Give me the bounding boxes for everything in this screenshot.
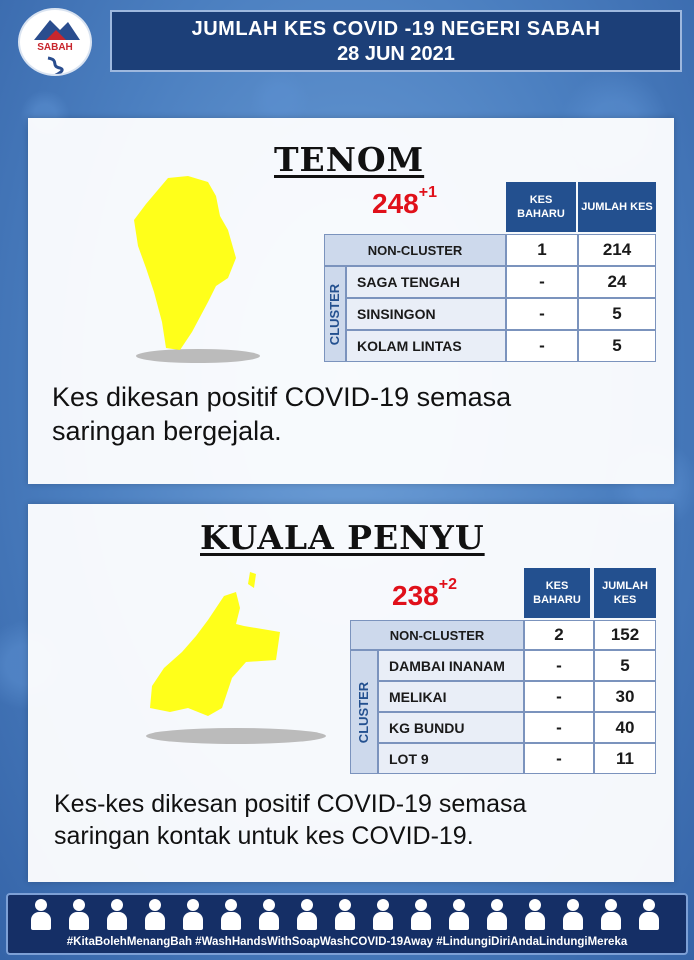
report-date: 28 JUN 2021 bbox=[337, 43, 455, 65]
col-header-new: KES BAHARU bbox=[524, 568, 590, 618]
cluster-name: LOT 9 bbox=[378, 743, 524, 774]
frontliner-icon bbox=[600, 899, 622, 933]
frontliner-icon bbox=[638, 899, 660, 933]
cluster-new: - bbox=[524, 650, 594, 681]
cluster-name: KG BUNDU bbox=[378, 712, 524, 743]
description-line: Kes dikesan positif COVID-19 semasa bbox=[52, 382, 512, 412]
frontliner-icon bbox=[220, 899, 242, 933]
frontliner-icon bbox=[486, 899, 508, 933]
district-title: KUALA PENYU bbox=[200, 518, 485, 557]
case-description bbox=[54, 788, 526, 852]
frontliner-icon bbox=[30, 899, 52, 933]
frontliner-icon bbox=[524, 899, 546, 933]
frontliner-icon bbox=[372, 899, 394, 933]
frontliner-icon bbox=[334, 899, 356, 933]
cluster-label-text: CLUSTER bbox=[356, 681, 372, 743]
total-increase: +2 bbox=[438, 576, 457, 593]
frontliner-icon bbox=[106, 899, 128, 933]
cluster-new: - bbox=[506, 266, 578, 298]
tenom-map bbox=[124, 172, 264, 372]
kuala-penyu-map bbox=[136, 568, 336, 748]
cluster-name: SINSINGON bbox=[346, 298, 506, 330]
cluster-total: 11 bbox=[594, 743, 656, 774]
district-panel-kuala-penyu bbox=[28, 504, 674, 882]
cluster-label bbox=[350, 650, 378, 774]
col-header-total: JUMLAH KES bbox=[578, 182, 656, 232]
cluster-total: 5 bbox=[578, 330, 656, 362]
total-value: 248 bbox=[372, 188, 419, 219]
page-header bbox=[110, 10, 682, 72]
district-total bbox=[372, 184, 437, 220]
cluster-total: 40 bbox=[594, 712, 656, 743]
sabah-logo bbox=[18, 8, 92, 76]
district-title: TENOM bbox=[274, 140, 425, 179]
non-cluster-label: NON-CLUSTER bbox=[324, 234, 506, 266]
cluster-label bbox=[324, 266, 346, 362]
cluster-new: - bbox=[506, 330, 578, 362]
total-increase: +1 bbox=[418, 184, 437, 201]
district-panel-tenom bbox=[28, 118, 674, 484]
non-cluster-label: NON-CLUSTER bbox=[350, 620, 524, 650]
cluster-new: - bbox=[506, 298, 578, 330]
footer-hashtags: #KitaBolehMenangBah #WashHandsWithSoapWashCOVID-19Away #LindungiDiriAndaLindungiMereka bbox=[66, 936, 628, 948]
frontliner-icon bbox=[562, 899, 584, 933]
case-description bbox=[52, 380, 511, 448]
non-cluster-new: 2 bbox=[524, 620, 594, 650]
frontliner-icon bbox=[296, 899, 318, 933]
cluster-total: 5 bbox=[578, 298, 656, 330]
frontliner-icon bbox=[258, 899, 280, 933]
frontliner-icon bbox=[448, 899, 470, 933]
non-cluster-new: 1 bbox=[506, 234, 578, 266]
cluster-total: 24 bbox=[578, 266, 656, 298]
non-cluster-total: 152 bbox=[594, 620, 656, 650]
total-value: 238 bbox=[392, 580, 439, 611]
logo-swoosh bbox=[20, 54, 92, 76]
footer-banner bbox=[6, 893, 688, 955]
cluster-new: - bbox=[524, 743, 594, 774]
frontliner-icon bbox=[182, 899, 204, 933]
frontliner-icon bbox=[144, 899, 166, 933]
cluster-label-text: CLUSTER bbox=[327, 283, 343, 345]
district-total bbox=[392, 576, 457, 612]
cluster-name: DAMBAI INANAM bbox=[378, 650, 524, 681]
frontliner-icon bbox=[410, 899, 432, 933]
non-cluster-total: 214 bbox=[578, 234, 656, 266]
logo-text: SABAH bbox=[37, 42, 73, 53]
description-line: saringan bergejala. bbox=[52, 416, 282, 446]
cluster-total: 5 bbox=[594, 650, 656, 681]
page-title: JUMLAH KES COVID -19 NEGERI SABAH bbox=[191, 18, 601, 40]
cluster-name: SAGA TENGAH bbox=[346, 266, 506, 298]
cluster-new: - bbox=[524, 681, 594, 712]
col-header-total: JUMLAH KES bbox=[594, 568, 656, 618]
description-line: saringan kontak untuk kes COVID-19. bbox=[54, 822, 474, 850]
description-line: Kes-kes dikesan positif COVID-19 semasa bbox=[54, 790, 527, 818]
cluster-total: 30 bbox=[594, 681, 656, 712]
cluster-name: KOLAM LINTAS bbox=[346, 330, 506, 362]
col-header-new: KES BAHARU bbox=[506, 182, 576, 232]
frontliner-icon bbox=[68, 899, 90, 933]
cluster-name: MELIKAI bbox=[378, 681, 524, 712]
cluster-new: - bbox=[524, 712, 594, 743]
